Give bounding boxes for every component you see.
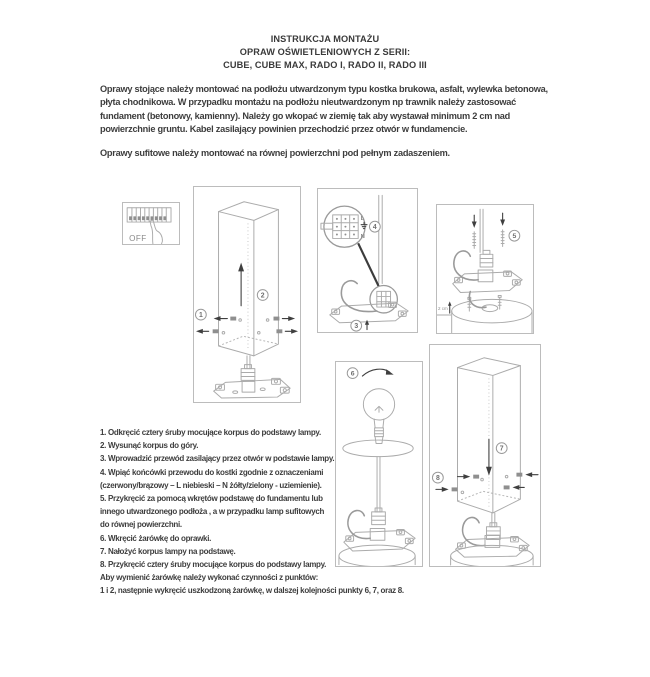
paragraph-line: fundament (betonowy, kamienny). Należy go wkopać w ziemię tak aby wystawał minimum 2 cm nad [100, 110, 511, 121]
magnifier-circle-icon [324, 206, 365, 247]
foundation-screws-icon [468, 295, 501, 311]
step-line: do równej powierzchni. [100, 520, 182, 530]
rotate-arrow-icon [362, 369, 393, 376]
arrow-up-icon [238, 263, 244, 306]
figure-wiring-terminal [317, 188, 418, 333]
step-badge-1 [195, 309, 206, 320]
arrow-down-icon [486, 439, 492, 475]
terminal-block-zoom-icon [321, 215, 358, 239]
step-badge-6 [347, 368, 358, 379]
step-badge-4 [369, 221, 380, 232]
power-cable-icon [454, 251, 478, 280]
step-line: 1. Odkręcić cztery śruby mocujące korpus do podstawy lampy. [100, 428, 321, 437]
paragraph-line: płyta chodnikowa. W przypadku montażu na podłożu nieutwardzonym np trawnik należy zastosować [100, 97, 517, 108]
paragraph-line: powierzchnie gruntu. Kabel zasilający powinien przechodzić przez otwór w fundamencie. [100, 124, 468, 135]
breaker-panel-icon [123, 203, 179, 244]
base-plate-icon [214, 378, 291, 398]
svg-text:2 cm: 2 cm [437, 306, 448, 312]
svg-text:6: 6 [350, 370, 355, 378]
step-line: 1 i 2, następnie wykręcić uszkodzoną żarówkę, w dalszej kolejności punkty 6, 7, oraz 8. [100, 586, 404, 596]
earth-symbol-icon [361, 222, 367, 228]
instruction-list [100, 426, 404, 598]
step-badge-7 [496, 443, 507, 454]
foundation-drawing [437, 205, 533, 333]
svg-text:7: 7 [499, 445, 504, 453]
figure-unscrew-and-lift-body [193, 186, 301, 403]
terminal-block-icon [480, 250, 493, 267]
screw-arrows-icon [436, 472, 538, 493]
hand-icon [150, 220, 162, 244]
figure-anchor-to-foundation [436, 204, 534, 334]
svg-text:2: 2 [260, 292, 265, 300]
step-line: 2. Wysunąć korpus do góry. [100, 441, 199, 451]
step-line: innego utwardzonego podłoża , a w przypadku lamp sufitowych [100, 507, 325, 517]
step-line: 8. Przykręcić cztery śruby mocujące korpus do podstawy lampy. [100, 560, 327, 570]
power-cable-icon [463, 517, 485, 545]
lamp-body-drawing [194, 187, 300, 402]
figure-reassemble-body [429, 344, 541, 567]
step-line: 4. Wpiąć końcówki przewodu do kostki zgodnie z oznaczeniami [100, 467, 324, 477]
step-line: 7. Nałożyć korpus lampy na podstawę. [100, 546, 236, 556]
document-title [0, 33, 650, 72]
magnifier-handle-icon [358, 243, 379, 286]
step-badge-5 [509, 230, 520, 241]
step-line: 6. Wkręcić żarówkę do oprawki. [100, 533, 212, 543]
svg-text:4: 4 [372, 224, 377, 232]
lamp-body-drawing [430, 345, 540, 566]
step-badge-3 [351, 320, 362, 331]
base-plate-icon [456, 536, 530, 558]
svg-text:8: 8 [435, 475, 440, 483]
step-line: (czerwony/brązowy – L niebieski – N żółty/zielony - uziemienie). [100, 480, 322, 490]
wiring-drawing [318, 189, 417, 332]
intro-paragraph [100, 83, 548, 137]
neutral-label: N [360, 233, 365, 240]
step-line: 5. Przykręcić za pomocą wkrętów podstawę do fundamentu lub [100, 494, 323, 504]
screw-arrows-icon [196, 316, 298, 334]
paragraph-line: Oprawy sufitowe należy montować na równej powierzchni pod pełnym zadaszeniem. [100, 148, 450, 158]
figure-power-off [122, 202, 180, 245]
title-line-2: OPRAW OŚWIETLENIOWYCH Z SERII: [239, 47, 411, 57]
svg-text:1: 1 [198, 312, 203, 320]
screw-down-icons [472, 213, 505, 248]
concrete-foundation-icon [452, 292, 532, 333]
paragraph-line: Oprawy stojące należy montować na podłożu utwardzonym typu kostka brukowa, asfalt, wylewka betonowa, [100, 84, 548, 94]
power-cable-icon [341, 281, 376, 312]
breaker-switches-icon [129, 216, 166, 220]
step-badge-2 [257, 290, 268, 301]
svg-text:5: 5 [512, 233, 517, 241]
step-badge-8 [432, 472, 443, 483]
title-line-3: CUBE, CUBE MAX, RADO I, RADO II, RADO III [223, 60, 427, 70]
base-plate-icon [453, 270, 523, 293]
off-label: OFF [129, 234, 147, 244]
ceiling-note-paragraph [100, 147, 450, 160]
base-plate-icon [330, 302, 408, 323]
step-line: Aby wymienić żarówkę należy wykonać czynności z punktów: [100, 573, 318, 583]
step-line: 3. Wprowadzić przewód zasilający przez otwór w podstawie lampy. [100, 454, 335, 464]
svg-text:3: 3 [354, 323, 359, 331]
terminal-block-icon [486, 523, 500, 540]
live-label: L [360, 215, 365, 222]
title-line-1: INSTRUKCJA MONTAŻU [270, 34, 380, 44]
terminal-block-icon [241, 365, 255, 381]
dimension-2cm [438, 301, 452, 313]
